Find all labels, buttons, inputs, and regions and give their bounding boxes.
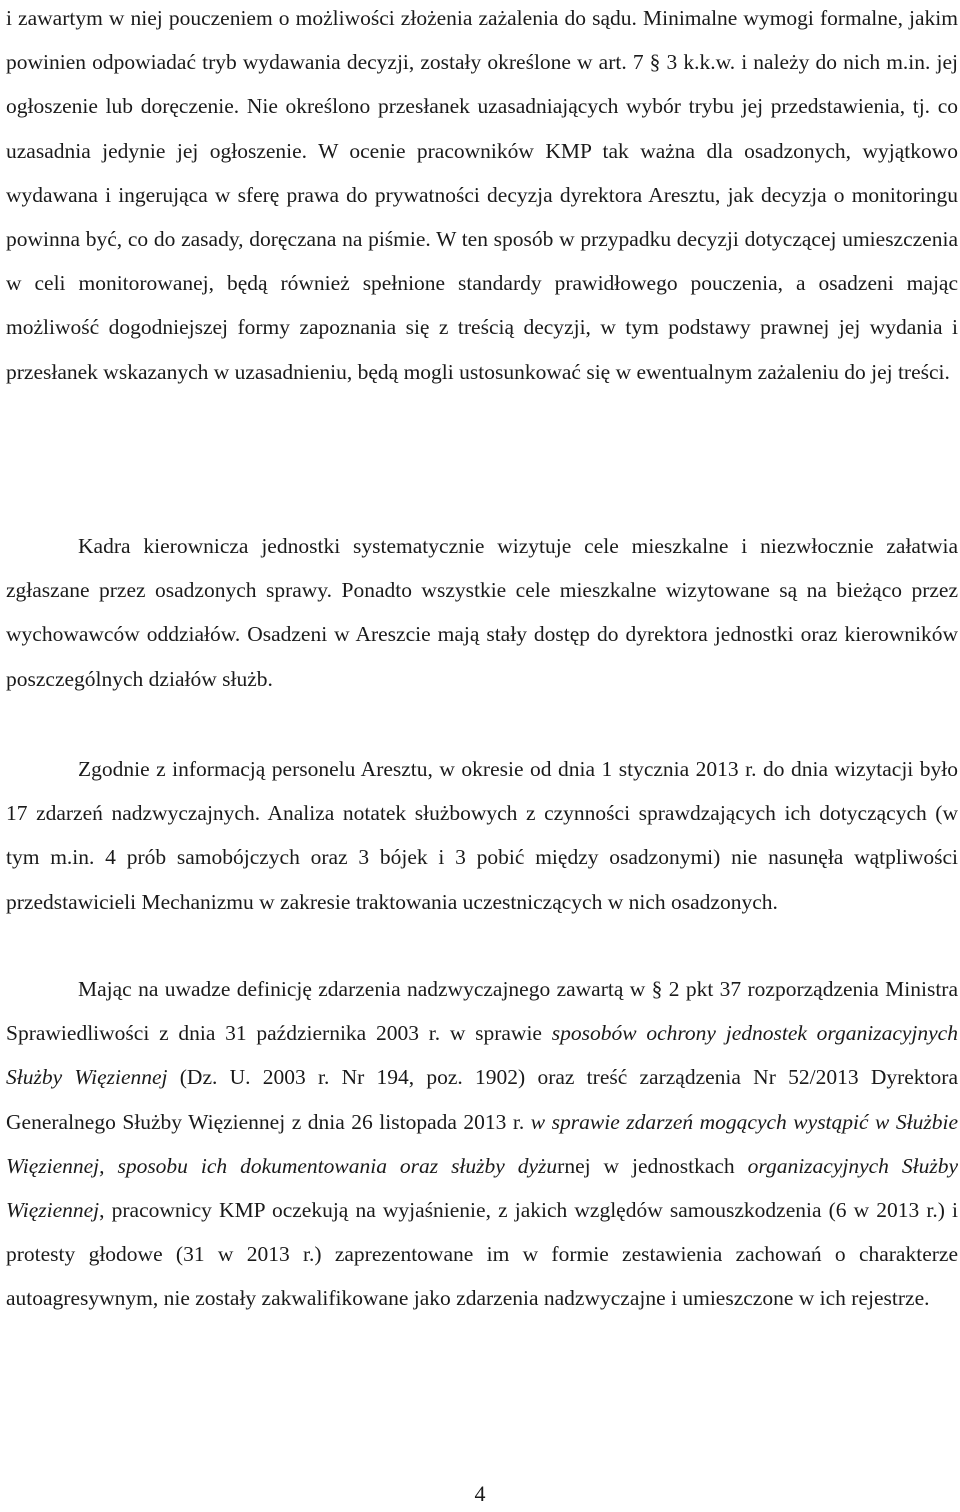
regulation-text-a: Mając na uwadze definicję zdarzenia nadzwyczajnego zawartą w § 2 pkt 37 rozporządzenia Ministra Sprawiedliwości z dnia 31 października 2003 r. w sprawie xyxy=(6,977,958,1046)
regulation-text-c: rnej w jednostkach xyxy=(557,1153,748,1178)
paragraph-management-visits: Kadra kierownicza jednostki systematycznie wizytuje cele mieszkalne i niezwłocznie załatwia zgłaszane przez osadzonych sprawy. Ponadto wszystkie cele mieszkalne wizytowane są na bieżąco przez wychowawców oddziałów. Osadzeni w Areszcie mają stały dostęp do dyrektora jednostki oraz kierowników poszczególnych działów służb. xyxy=(6,534,958,691)
regulation-text-d: , pracownicy KMP oczekują na wyjaśnienie, z jakich względów samouszkodzenia (6 w 2013 r.) i protesty głodowe (31 w 2013 r.) zaprezentowane im w formie zestawienia zachowań o charakterze autoagresywnym, nie zostały zakwalifikowane jako zdarzenia nadzwyczajne i umieszczone w ich rejestrze. xyxy=(6,1198,958,1311)
regulation-text-b: (Dz. U. 2003 r. Nr 194, poz. 1902) oraz treść zarządzenia Nr 52/2013 Dyrektora Generalnego Służby Więziennej z dnia 26 listopada 2013 r. xyxy=(6,1065,958,1134)
page-number: 4 xyxy=(474,1481,486,1506)
paragraph-extraordinary-events: Zgodnie z informacją personelu Aresztu, w okresie od dnia 1 stycznia 2013 r. do dnia wizytacji było 17 zdarzeń nadzwyczajnych. Analiza notatek służbowych z czynności sprawdzających ich dotyczących (w tym m.in. 4 prób samobójczych oraz 3 bójek i 3 pobić między osadzonymi) nie nasunęła wątpliwości przedstawicieli Mechanizmu w zakresie traktowania uczestniczących w nich osadzonych. xyxy=(6,757,958,914)
order-title-italic: w sprawie zdarzeń mogących wystąpić w Służbie Więziennej, sposobu ich dokumentowania oraz służby dyżu xyxy=(6,1109,959,1178)
order-title-italic-end: organizacyjnych Służby Więziennej xyxy=(6,1153,958,1223)
regulation-title-italic: sposobów ochrony jednostek organizacyjnych Służby Więziennej xyxy=(6,1021,958,1090)
paragraph-regulation-analysis xyxy=(6,967,958,1321)
paragraph-monitoring-decision: i zawartym w niej pouczeniem o możliwości złożenia zażalenia do sądu. Minimalne wymogi formalne, jakim powinien odpowiadać tryb wydawania decyzji, zostały określone w art. 7 § 3 k.k.w. i należy do nich m.in. jej ogłoszenie lub doręczenie. Nie określono przesłanek uzasadniających wybór trybu jej przedstawienia, tj. co uzasadnia jedynie jej ogłoszenie. W ocenie pracowników KMP tak ważna dla osadzonych, wyjątkowo wydawana i ingerująca w sferę prawa do prywatności decyzja dyrektora Aresztu, jak decyzja o monitoringu powinna być, co do zasady, doręczana na piśmie. W ten sposób w przypadku decyzji dotyczącej umieszczenia w celi monitorowanej, będą również spełnione standardy prawidłowego pouczenia, a osadzeni mając możliwość dogodniejszej formy zapoznania się z treścią decyzji, w tym podstawy prawnej jej wydania i przesłanek wskazanych w uzasadnieniu, będą mogli ustosunkować się w ewentualnym zażaleniu do jej treści. xyxy=(6,6,958,384)
